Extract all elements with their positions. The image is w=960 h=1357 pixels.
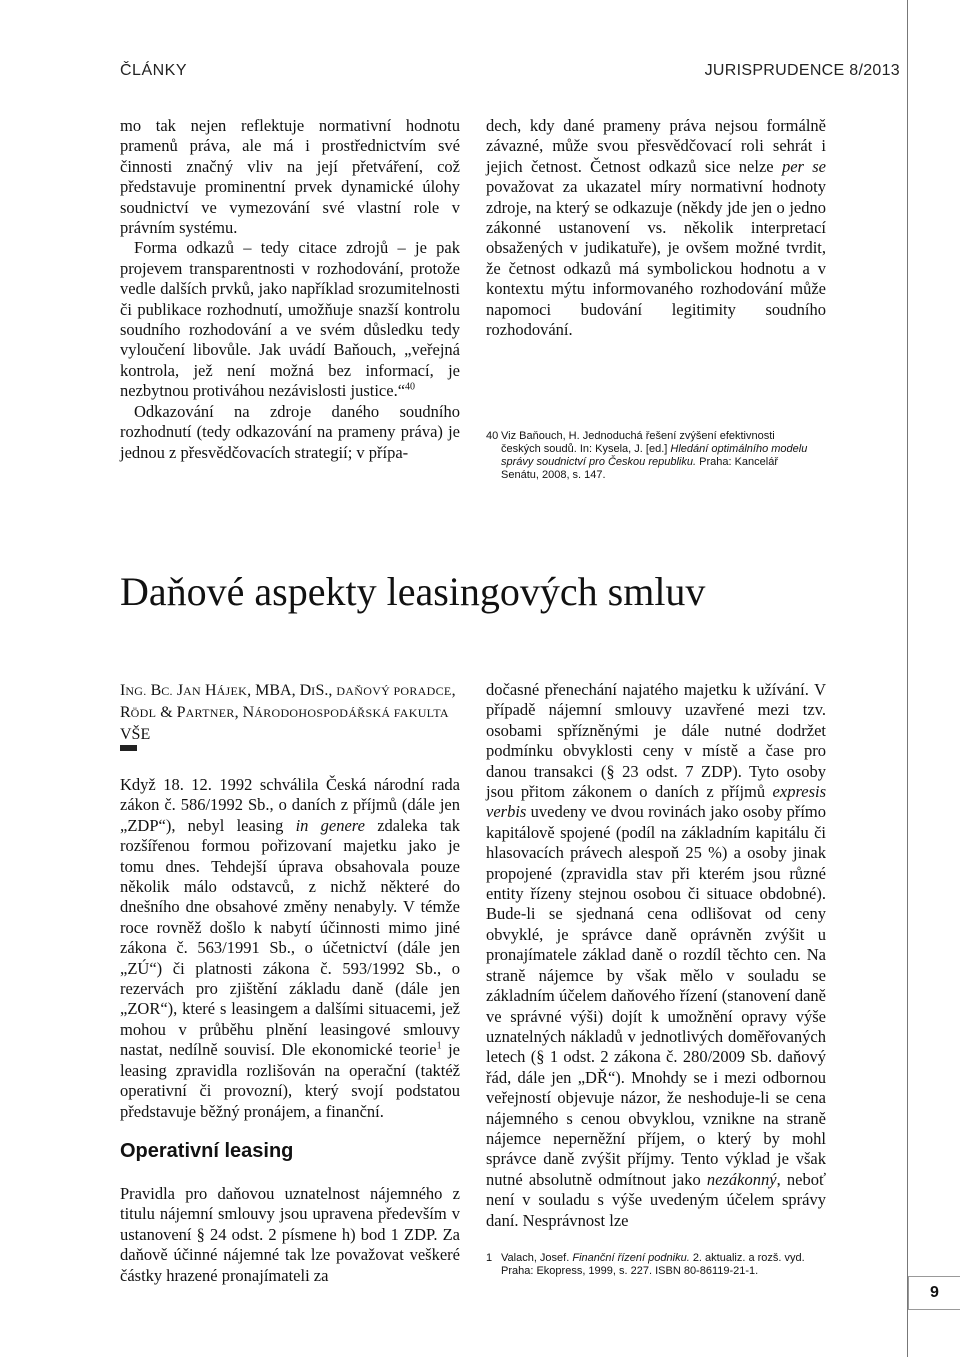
footnote-text-part: Praha: Kancelář Senátu, 2008, s. 147.: [501, 456, 778, 481]
byline-part: S.,: [315, 682, 337, 699]
byline-part: , R: [120, 682, 456, 721]
paragraph: Odkazování na zdroje daného soudního rozhodnutí (tedy odkazování na prameny práva) je jednou z přesvědčovacích strategií; v přípa-: [120, 401, 460, 462]
byline-part: C.: [161, 684, 173, 698]
emphasis: expresis verbis: [486, 782, 827, 822]
article1-column-left: [120, 116, 460, 463]
article-title: Daňové aspekty leasingových smluv: [120, 569, 706, 614]
paragraph-text: považovat za ukazatel míry normativní hodnoty zdroje, na který se odkazuje (někdy jde jen o jedno zákonné ustanovení vs. několik interpretací obsažených v judikatuře), je ovšem možné tvrdit, že četnost odkazů má symbolickou hodnotu a v kontextu mýtu informovaného rozhodování může napomoci budování legitimity soudního rozhodování.: [486, 177, 826, 340]
byline-part: I: [311, 684, 316, 698]
byline-part: , MBA, D: [247, 682, 312, 699]
byline-part: B: [146, 682, 162, 699]
article2-column-right: [486, 680, 826, 1231]
footnote-title: Finanční řízení podniku.: [572, 1252, 690, 1264]
byline-part: J: [172, 682, 184, 699]
paragraph-text: dech, kdy dané prameny práva nejsou formálně závazné, může svou přesvědčovací roli sehrát i jejich četnost. Četnost odkazů sice nelze: [486, 116, 826, 176]
article1-column-right: [486, 116, 826, 340]
footnote-text-part: 2. aktualiz. a rozš. vyd. Praha: Ekopress, 1999, s. 227. ISBN 80-86119-21-1.: [501, 1252, 805, 1277]
section-label: ČLÁNKY: [120, 62, 188, 79]
byline-part: ÁRODOHOSPODÁŘSKÁ FAKULTA: [254, 706, 449, 720]
paragraph: [486, 116, 826, 340]
byline-part: & P: [156, 704, 186, 721]
footnote-text-part: Viz Baňouch, H. Jednoduchá řešení zvýšení efektivnosti českých soudů. In: Kysela, J. [ed.]: [501, 430, 775, 455]
running-header: [120, 62, 900, 84]
paragraph: [120, 775, 460, 1122]
footnote-text: [501, 1252, 816, 1278]
footnote-number: 40: [486, 430, 499, 442]
page-number: 9: [908, 1276, 960, 1310]
paragraph-text: je leasing zpravidla rozlišován na operační (taktéž operativní či provozní), který svojí podstatou představuje běžný pronájem, a finanční.: [120, 1040, 460, 1121]
byline-part: NG.: [125, 684, 147, 698]
footnote-1: [486, 1252, 816, 1278]
emphasis: nezákonný: [706, 1169, 777, 1189]
article2-column-left: [120, 775, 460, 1122]
paragraph-text: Když 18. 12. 1992 schválila Česká národní rada zákon č. 586/1992 Sb., o daních z příjmů (dále jen „ZDP“), nebyl leasing: [120, 775, 460, 835]
section-subheading: Operativní leasing: [120, 1140, 294, 1162]
footnote-40: [486, 430, 816, 482]
byline-part: ARTNER: [185, 706, 235, 720]
page-edge-rule: [907, 0, 908, 1357]
journal-label: JURISPRUDENCE 8/2013: [704, 62, 900, 79]
footnote-number: 1: [486, 1252, 493, 1264]
footnote-text-part: Valach, Josef.: [501, 1252, 570, 1264]
emphasis: in genere: [295, 815, 365, 835]
author-divider: [120, 745, 137, 751]
byline-part: , N: [234, 704, 255, 721]
footnote-ref: 1: [436, 1040, 442, 1052]
footnote-title: Hledání optimálního modelu správy soudnictví pro Českou republiku.: [501, 443, 808, 468]
byline-part: I: [120, 682, 126, 699]
byline-part: VŠE: [120, 726, 151, 743]
article2-column-left-continued: [120, 1184, 460, 1286]
paragraph-text: uvedeny ve dvou rovinách jako osoby přímo kapitálově spojené (podíl na základním kapitálu či hlasovacích právech alespoň 25 %) a osoby jinak propojené (zpravidla stav při kterém jsou různé entity řízeny stejnou osobou či situace obdobné). Bude-li se sjednaná cena odlišovat od ceny obvyklé, je správce daně oprávněn zvýšit u pronajímatele základ daně o rozdíl těchto cen. Na straně nájemce by však mělo v souladu se základním účelem daňového řízení (stanovení daně ve správné výši) dojít k umožnění opravy výše uznatelných nákladů v jednotlivých doměřovaných letech (§ 1 odst. 2 zákona č. 280/2009 Sb. daňový řád, dále jen „DŘ“). Mnohdy se i mezi odbornou veřejností objevuje názor, že neshoduje-li se cena nájemného s cenou obvyklou, vznikne na straně nájemce neperněžní příjem, o který by mohl správce daně zvýšit příjmy. Tento výklad je však nutné absolutně odmítnout jako: [486, 802, 826, 1189]
paragraph-text: , neboť není v souladu s výše uvedeným účelem správy daní. Nesprávnost lze: [486, 1169, 827, 1230]
paragraph: Pravidla pro daňovou uznatelnost nájemného z titulu nájemní smlouvy jsou upravena především v ustanovení § 24 odst. 2 písmene h) bod 1 ZDP. Za daňově účinné nájemné tak lze považovat veškeré částky hrazené pronajímateli za: [120, 1184, 460, 1285]
paragraph: [486, 680, 826, 1231]
byline-part: ÁJEK: [216, 684, 248, 698]
footnote-ref: 40: [405, 381, 416, 393]
paragraph-text: dočasné přenechání najatého majetku k užívání. V případě nájemní smlouvy uzavřené mezi tzv. osobami spřízněnými je dále nutné dodržet podmínku obvyklosti ceny v místě a čase pro danou transakci (§ 23 odst. 7 ZDP). Tyto osoby jsou přitom zákonem o daních z příjmů: [486, 680, 826, 802]
byline-part: H: [201, 682, 217, 699]
paragraph-text: Forma odkazů – tedy citace zdrojů – je pak projevem transparentnosti v rozhodování, protože vedle dalších prvků, jako například srozumitelnosti či publikace rozhodnutí, umožňuje snazší kontrolu soudního rozhodování a ve svém důsledku tedy vyloučení libovůle. Jak uvádí Baňouch, „veřejná kontrola, jež není možná bez informací, je nezbytnou protiváhou nezávislosti justice.“: [120, 238, 460, 401]
byline-part: ÖDL: [130, 706, 157, 720]
author-byline: [120, 680, 460, 745]
footnote-text: [501, 430, 816, 482]
byline-part: AN: [183, 684, 202, 698]
byline-part: DAŇOVÝ PORADCE: [336, 684, 452, 698]
paragraph: mo tak nejen reflektuje normativní hodnotu pramenů práva, ale má i prostřednictvím své činnosti značný vliv na její přetváření, což představuje prominentní prvek dynamické úlohy soudnictví ve vymezování své vlastní role v právním systému.: [120, 116, 460, 238]
paragraph: [120, 238, 460, 401]
emphasis: per se: [781, 156, 826, 176]
paragraph-text: zdaleka tak rozšířenou formou pořizovaní majetku jako je tomu dnes. Tehdejší úprava obsahovala pouze několik málo odstavců, z nichž některé do dnešního dne obsahové změny nenabyly. V témže roce rovněž došlo k nabytí účinnosti mimo jiné zákona č. 563/1991 Sb., o účetnictví (dále jen „ZÚ“) či platnosti zákona č. 593/1992 Sb., o rezervách pro zjištění základu daně (dále jen „ZOR“), které s leasingem a dalšími situacemi, jež mohou v průběhu plnění leasingové smlouvy nastat, nedílně souvisí. Dle ekonomické teorie: [120, 815, 460, 1060]
